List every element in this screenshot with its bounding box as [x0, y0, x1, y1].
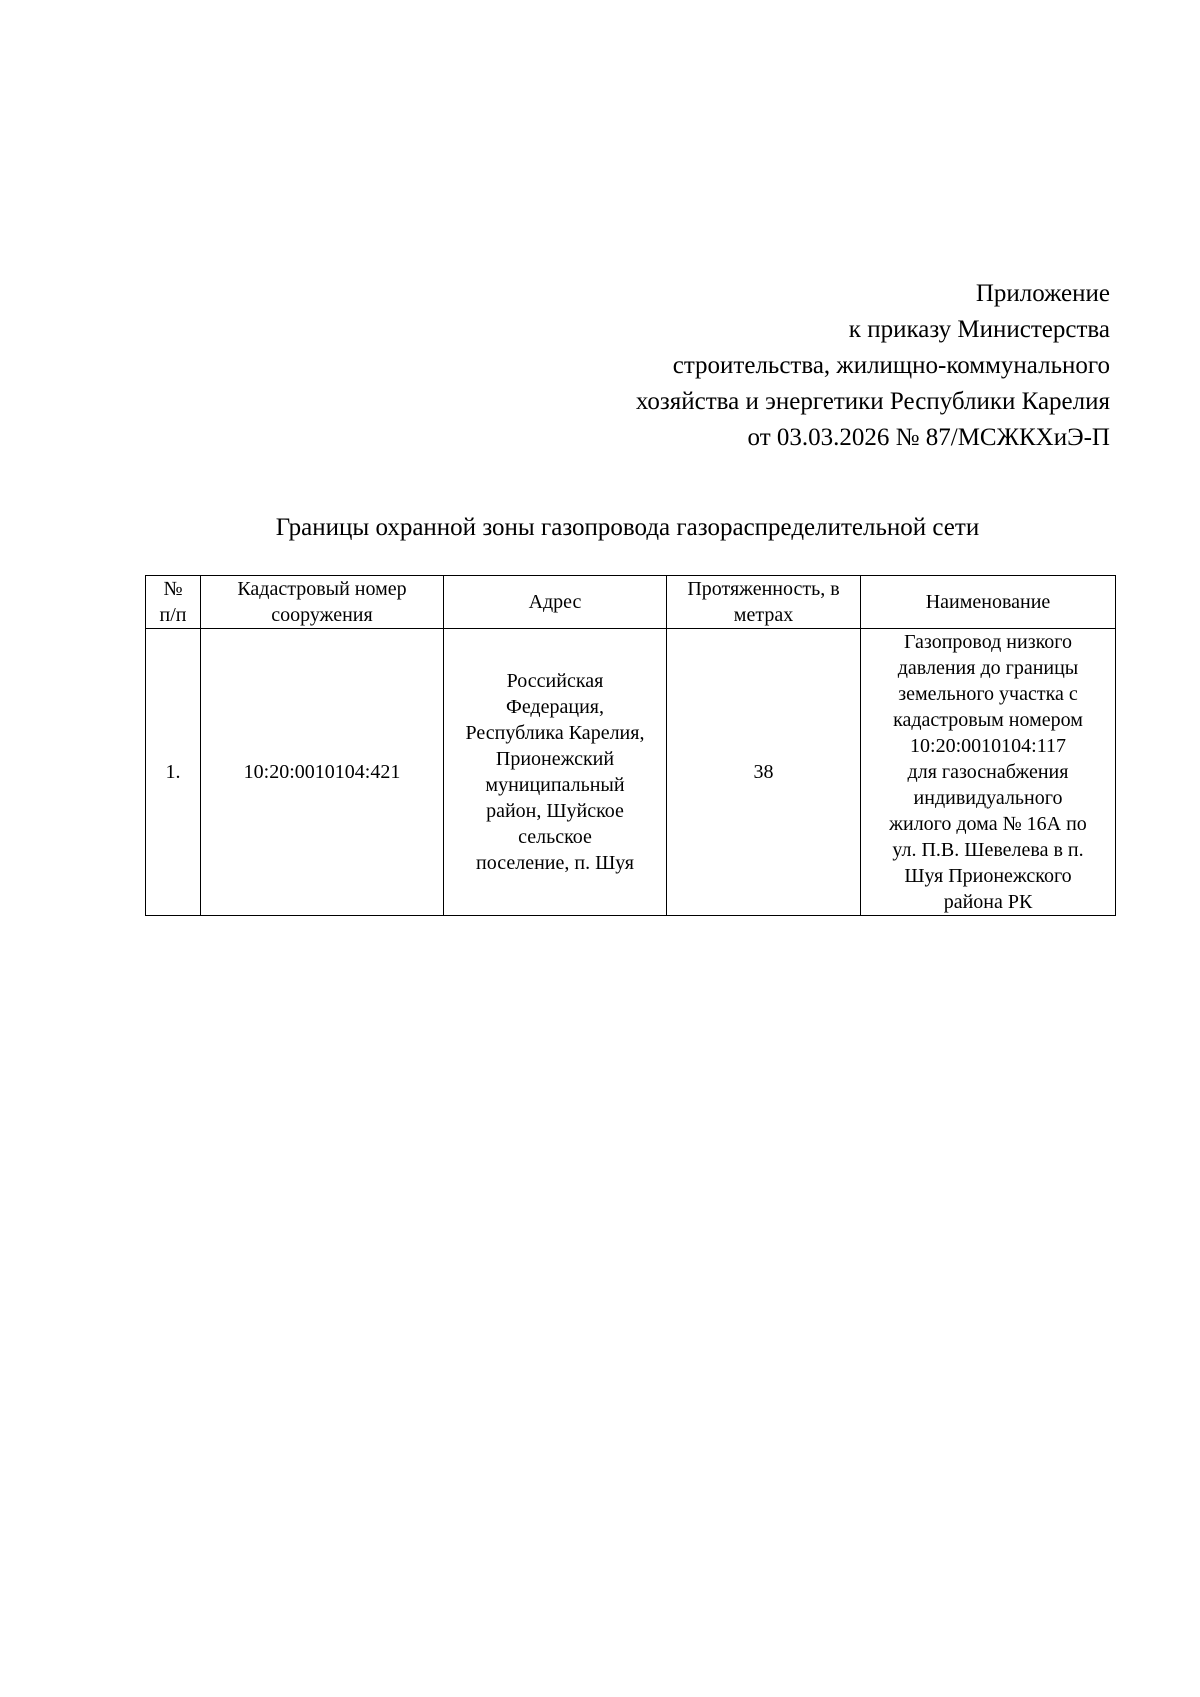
- cell-cadastral-number: 10:20:0010104:421: [201, 629, 444, 916]
- table-header-row: [146, 576, 1116, 629]
- address-line: Республика Карелия,: [465, 722, 645, 744]
- name-line: жилого дома № 16А по: [889, 813, 1087, 835]
- cell-number: 1.: [146, 629, 201, 916]
- name-line: для газоснабжения: [907, 761, 1069, 783]
- header-line: метрах: [733, 604, 794, 626]
- header-line: Протяженность, в: [687, 578, 840, 600]
- address-line: поселение, п. Шуя: [476, 852, 634, 874]
- address-line: Прионежский: [495, 748, 615, 770]
- name-line: Газопровод низкого: [903, 631, 1073, 653]
- table-row: [146, 629, 1116, 916]
- address-line: район, Шуйское: [486, 800, 624, 822]
- header-line: сооружения: [271, 604, 373, 626]
- document-title: Границы охранной зоны газопровода газораспределительной сети: [275, 514, 980, 541]
- header-line: Наименование: [925, 591, 1051, 613]
- header-address: [444, 576, 667, 629]
- cell-length: 38: [667, 629, 861, 916]
- address-line: муниципальный: [485, 774, 625, 796]
- cell-name: [861, 629, 1116, 916]
- address-line: сельское: [518, 826, 592, 848]
- appendix-line: строительства, жилищно-коммунального: [672, 352, 1110, 379]
- name-line: 10:20:0010104:117: [910, 735, 1066, 757]
- appendix-line: от 03.03.2026 № 87/МСЖКХиЭ-П: [747, 424, 1110, 451]
- header-line: Кадастровый номер: [237, 578, 407, 600]
- header-line: п/п: [159, 604, 187, 626]
- header-name: [861, 576, 1116, 629]
- header-line: №: [163, 578, 183, 600]
- header-length: [667, 576, 861, 629]
- name-line: давления до границы: [897, 657, 1079, 679]
- appendix-line: к приказу Министерства: [848, 316, 1110, 343]
- name-line: ул. П.В. Шевелева в п.: [892, 839, 1084, 861]
- header-number: [146, 576, 201, 629]
- appendix-line: хозяйства и энергетики Республики Карелия: [635, 388, 1110, 415]
- header-cadastral-number: [201, 576, 444, 629]
- name-line: Шуя Прионежского: [904, 865, 1072, 887]
- header-line: Адрес: [528, 591, 582, 613]
- cell-address: [444, 629, 667, 916]
- name-line: земельного участка с: [898, 683, 1078, 705]
- address-line: Российская: [506, 670, 604, 692]
- name-line: района РК: [943, 891, 1033, 913]
- protection-zone-table: [145, 575, 1116, 916]
- appendix-line: Приложение: [975, 280, 1110, 307]
- appendix-header: [410, 276, 1110, 456]
- address-line: Федерация,: [506, 696, 604, 718]
- name-line: индивидуального: [913, 787, 1063, 809]
- name-line: кадастровым номером: [893, 709, 1083, 731]
